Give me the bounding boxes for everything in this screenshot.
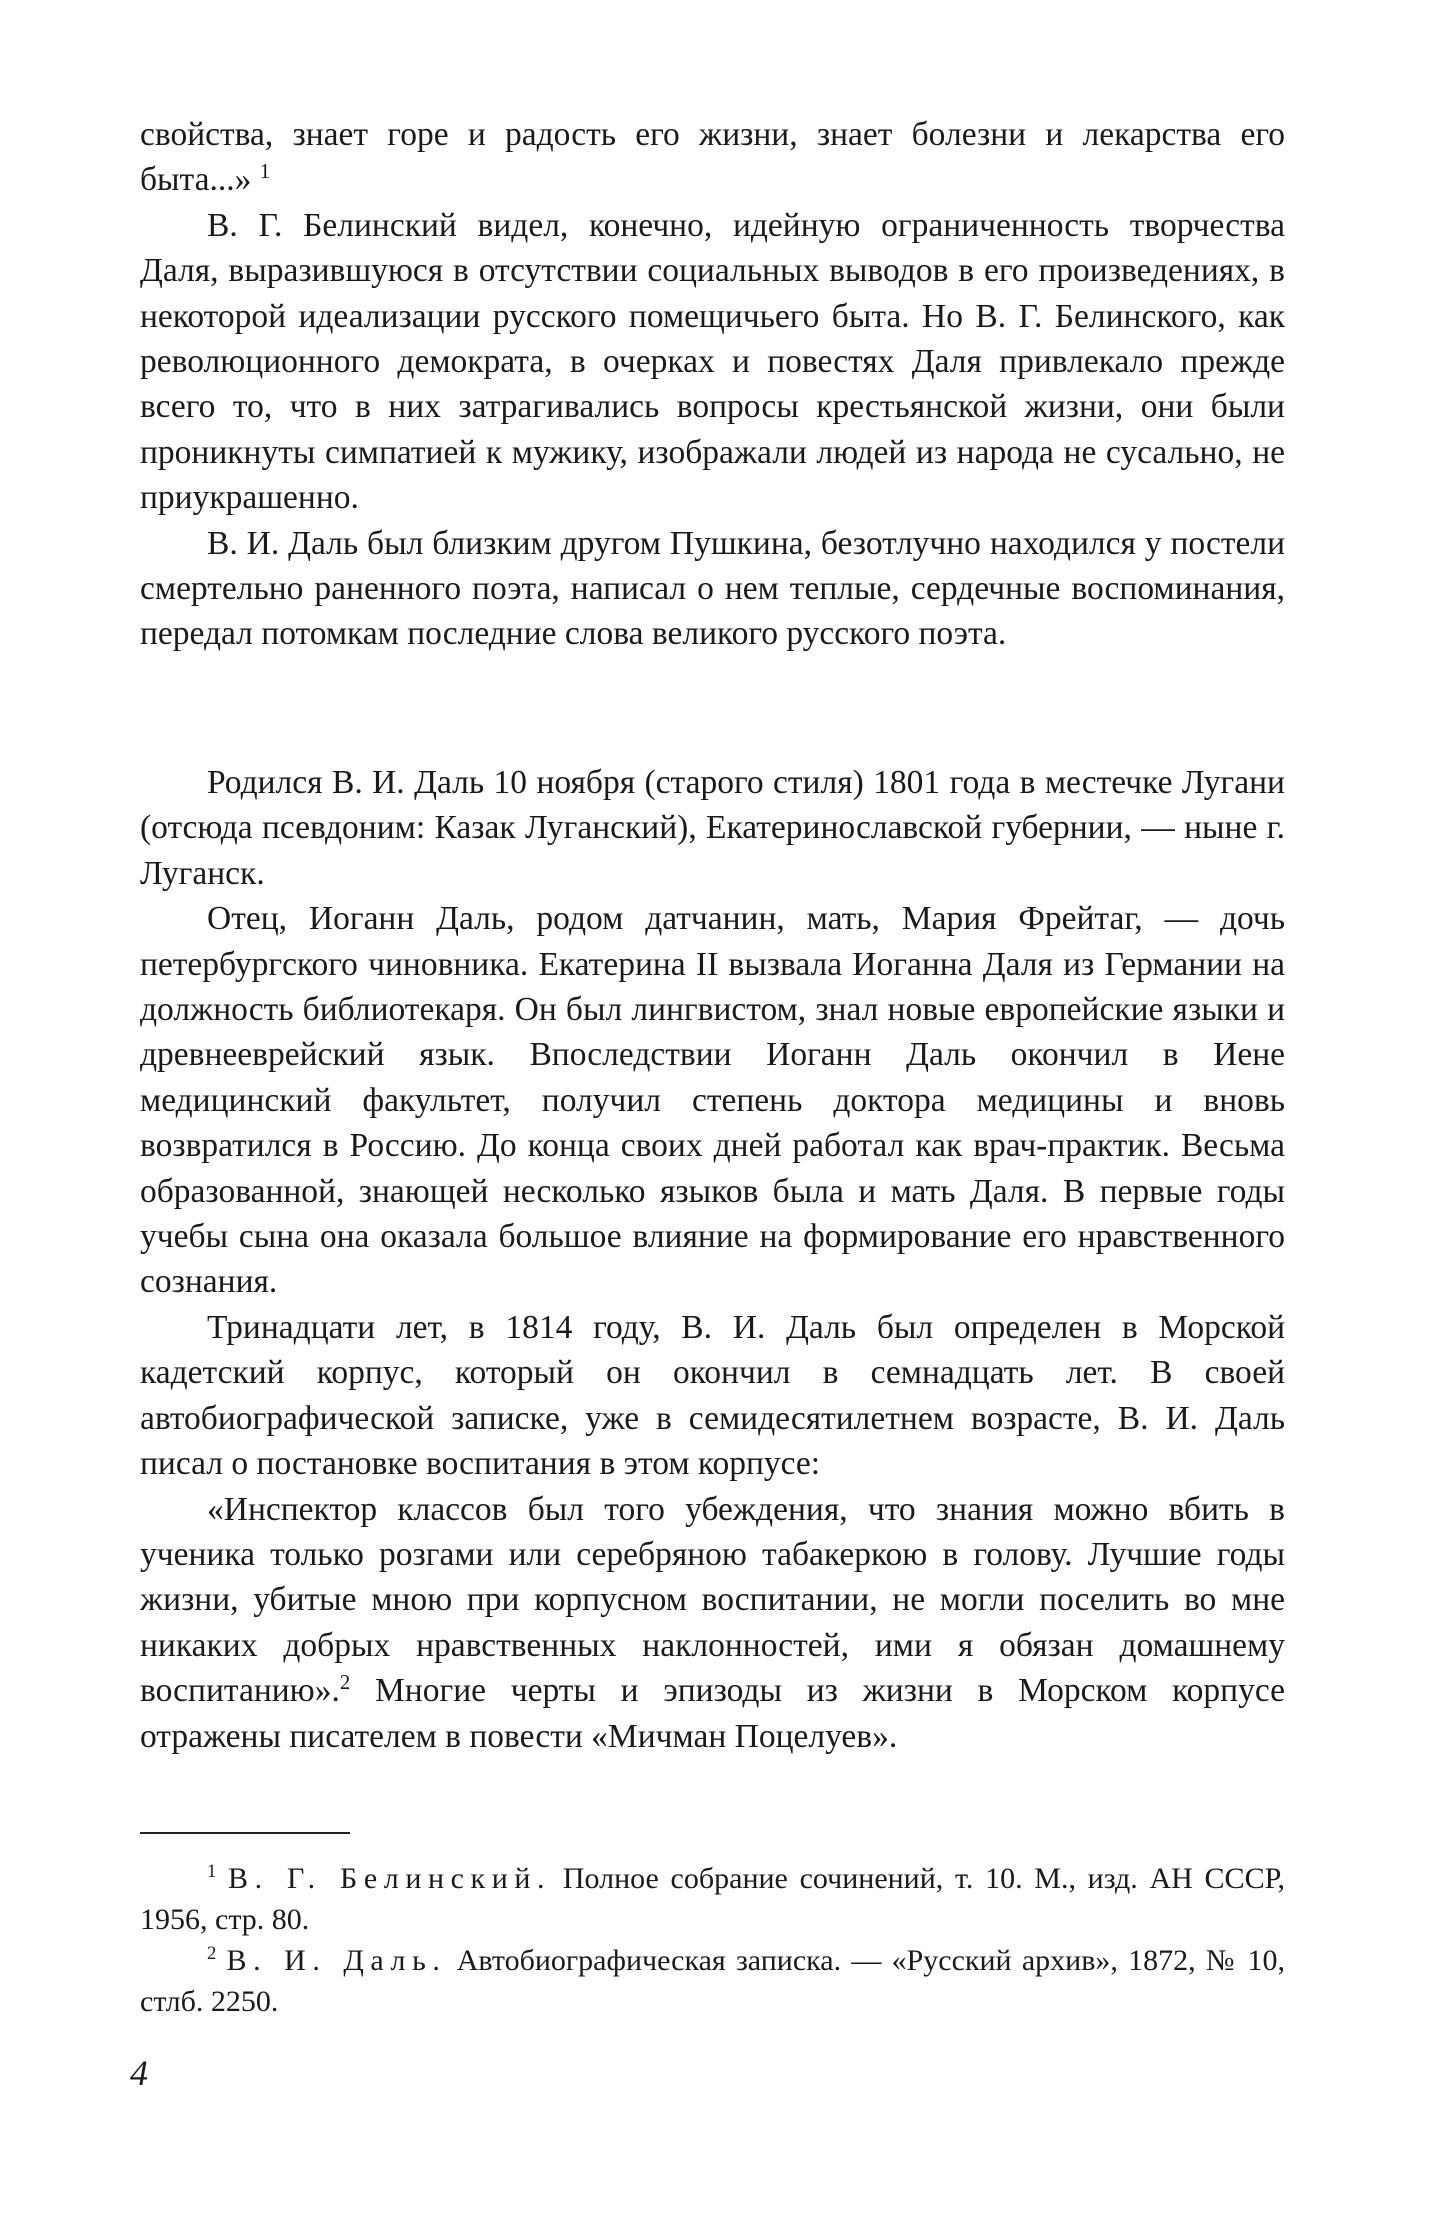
quote-followup: Многие черты и эпизоды из жизни в Морском корпусе отражены писателем в повести «Мичман Поцелуев». bbox=[140, 1672, 1285, 1755]
footnote-divider bbox=[140, 1832, 350, 1834]
page-number: 4 bbox=[130, 2053, 148, 2093]
footnote-author: В. И. Даль. bbox=[226, 1944, 447, 1977]
paragraph-continuation bbox=[140, 112, 1285, 203]
paragraph-belinsky: В. Г. Белинский видел, конечно, идейную ограниченность творчества Даля, выразившуюся в отсутствии социальных выводов в его произведениях, в некоторой идеализации русского помещичьего быта. Но В. Г. Белинского, как революционного демократа, в очерках и повестях Даля привлекало прежде всего то, что в них затрагивались вопросы крестьянской жизни, они были проникнуты симпатией к мужику, изображали людей из народа не сусально, не приукрашенно. bbox=[140, 206, 1285, 517]
text-section-1 bbox=[140, 112, 1285, 657]
footnote-1 bbox=[140, 1858, 1285, 1940]
footnote-2 bbox=[140, 1940, 1285, 2022]
footnote-number: 1 bbox=[207, 1861, 217, 1882]
footnotes bbox=[140, 1858, 1285, 2022]
footnote-text: Полное собрание сочинений, т. 10. М., изд. АН СССР, 1956, стр. 80. bbox=[140, 1862, 1286, 1936]
paragraph-parents: Отец, Иоганн Даль, родом датчанин, мать, Мария Фрейтаг, — дочь петербургского чиновника. Екатерина II вызвала Иоганна Даля из Германии на должность библиотекаря. Он был лингвистом, знал новые европейские языки и древнееврейский язык. Впоследствии Иоганн Даль окончил в Иене медицинский факультет, получил степень доктора медицины и вновь возвратился в Россию. До конца своих дней работал как врач-практик. Весьма образованной, знающей несколько языков была и мать Даля. В первые годы учебы сына она оказала большое влияние на формирование его нравственного сознания. bbox=[140, 900, 1285, 1301]
quote-text: «Инспектор классов был того убеждения, что знания можно вбить в ученика только розгами или серебряною табакеркою в голову. Лучшие годы жизни, убитые мною при корпусном воспитании, не могли поселить во мне никаких добрых нравственных наклонностей, ими я обязан домашнему воспитанию». bbox=[140, 1490, 1285, 1710]
footnote-text: Автобиографическая записка. — «Русский архив», 1872, № 10, стлб. 2250. bbox=[140, 1944, 1285, 2018]
paragraph-corps: Тринадцати лет, в 1814 году, В. И. Даль был определен в Морской кадетский корпус, который он окончил в семнадцать лет. В своей автобиографической записке, уже в семидесятилетнем возрасте, В. И. Даль писал о постановке воспитания в этом корпусе: bbox=[140, 1308, 1285, 1483]
footnote-ref-2: 2 bbox=[339, 1670, 351, 1694]
footnote-author: В. Г. Белинский. bbox=[228, 1862, 552, 1895]
text-section-2 bbox=[140, 760, 1285, 1759]
paragraph-pushkin: В. И. Даль был близким другом Пушкина, безотлучно находился у постели смертельно раненного поэта, написал о нем теплые, сердечные воспоминания, передал потомкам последние слова великого русского поэта. bbox=[140, 524, 1285, 653]
footnote-number: 2 bbox=[207, 1943, 217, 1964]
paragraph-quote bbox=[140, 1487, 1285, 1759]
paragraph-text: свойства, знает горе и радость его жизни, знает болезни и лекарства его быта...» bbox=[140, 116, 1285, 199]
footnote-ref-1: 1 bbox=[259, 160, 271, 184]
paragraph-birth: Родился В. И. Даль 10 ноября (старого стиля) 1801 года в местечке Лугани (отсюда псевдоним: Казак Луганский), Екатеринославской губернии, — ныне г. Луганск. bbox=[140, 764, 1285, 892]
